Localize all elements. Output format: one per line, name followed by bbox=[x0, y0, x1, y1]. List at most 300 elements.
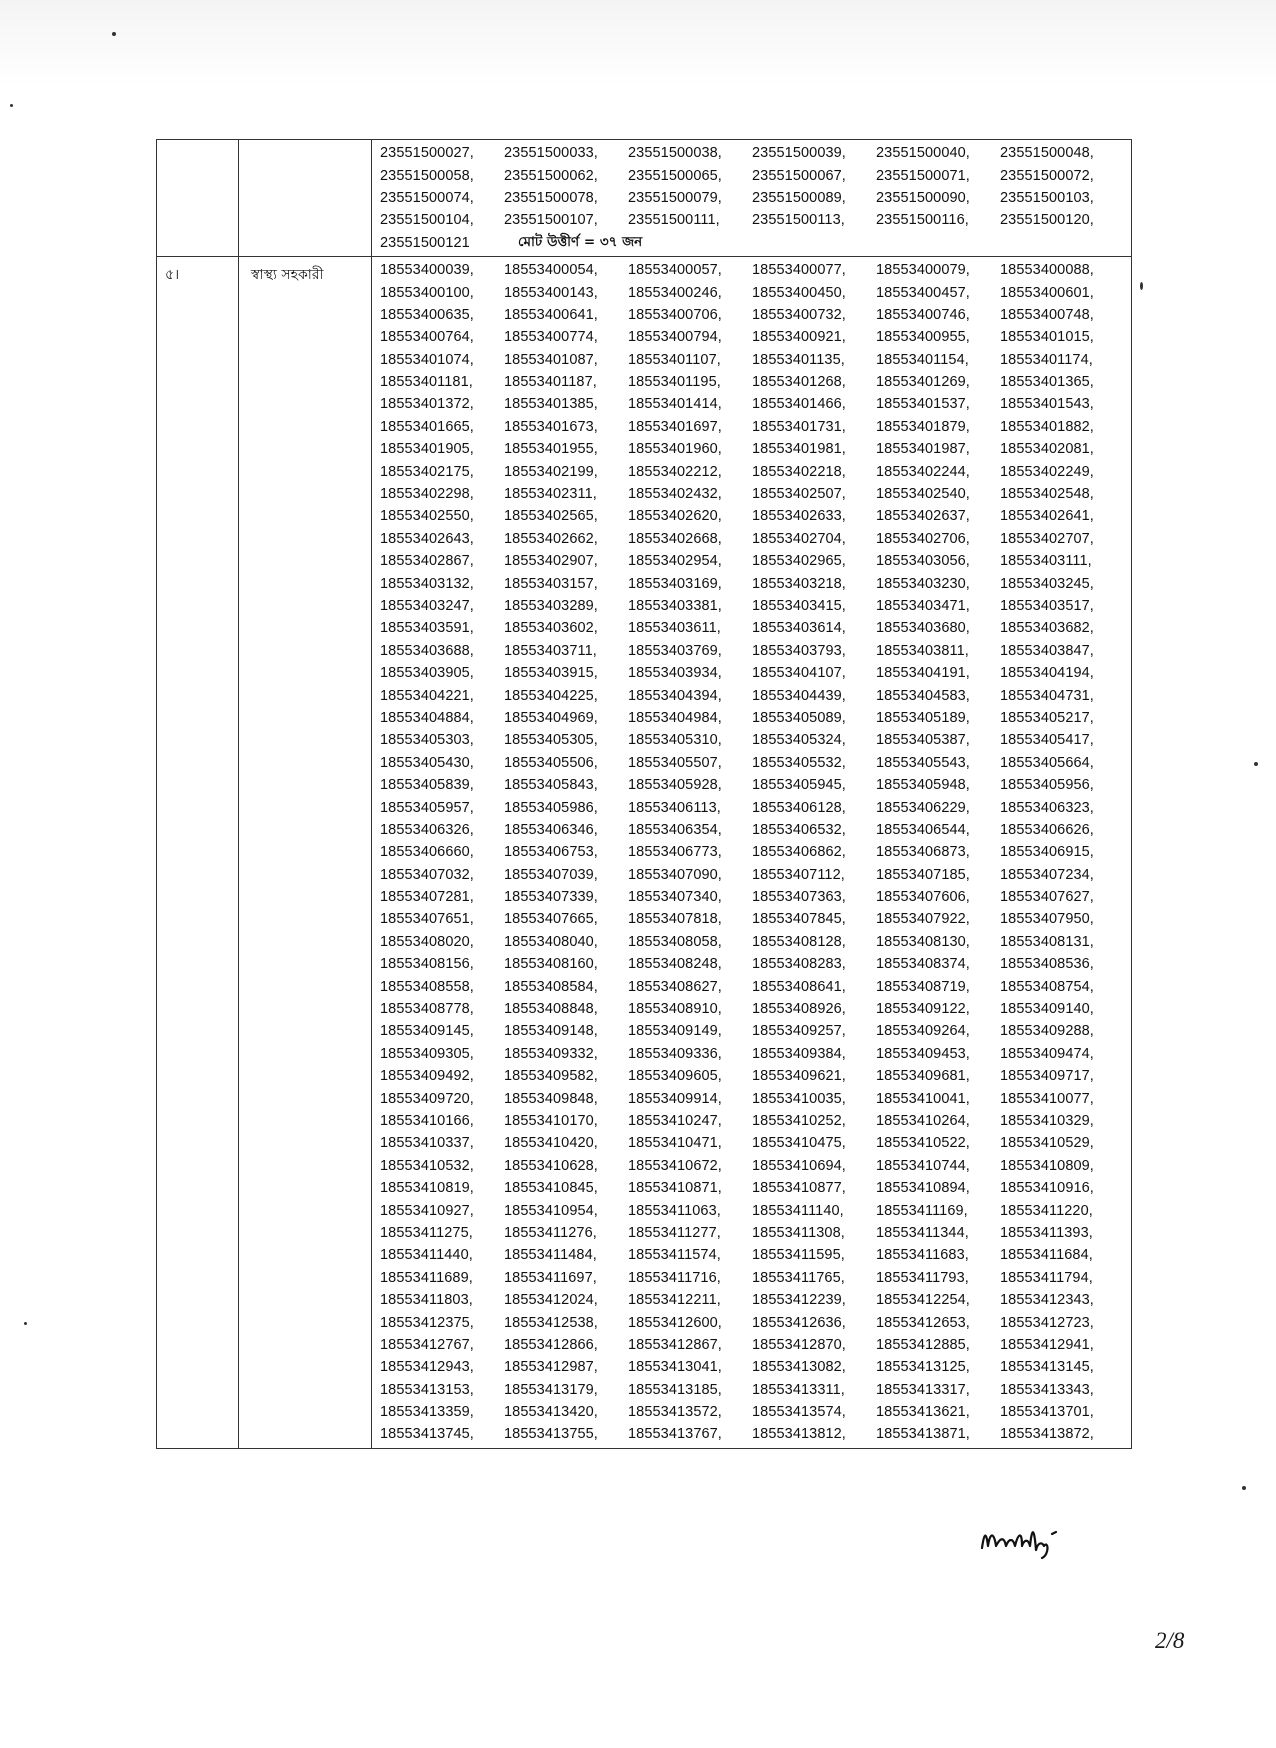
roll-number: 18553410264, bbox=[876, 1112, 970, 1129]
roll-number: 18553412211, bbox=[628, 1292, 721, 1309]
roll-row bbox=[380, 752, 1131, 774]
roll-number: 18553405839, bbox=[380, 777, 474, 794]
roll-number: 18553405303, bbox=[380, 732, 474, 749]
roll-number: 18553409681, bbox=[876, 1068, 970, 1085]
roll-number: 18553409717, bbox=[1000, 1068, 1094, 1085]
roll-number: 18553402620, bbox=[628, 508, 722, 525]
roll-number: 18553410894, bbox=[876, 1180, 970, 1197]
roll-number: 18553413185, bbox=[628, 1381, 722, 1398]
roll-number: 18553412239, bbox=[752, 1292, 846, 1309]
roll-number: 18553412375, bbox=[380, 1314, 474, 1331]
roll-number: 18553406915, bbox=[1000, 844, 1094, 861]
roll-number: 18553404221, bbox=[380, 687, 474, 704]
roll-row bbox=[380, 931, 1131, 953]
roll-number: 18553408283, bbox=[752, 956, 846, 973]
roll-number: 18553407950, bbox=[1000, 911, 1094, 928]
roll-number: 18553413153, bbox=[380, 1381, 474, 1398]
roll-number: 18553413311, bbox=[752, 1381, 845, 1398]
roll-number: 18553403247, bbox=[380, 598, 474, 614]
roll-number: 18553402311, bbox=[504, 486, 597, 503]
roll-number: 18553402540, bbox=[876, 486, 970, 503]
roll-number: 18553405305, bbox=[504, 732, 598, 749]
roll-number: 18553411794, bbox=[1000, 1269, 1093, 1286]
roll-number: 18553401543, bbox=[1000, 396, 1094, 413]
roll-number: 18553404107, bbox=[752, 665, 846, 682]
roll-number: 18553410420, bbox=[504, 1135, 598, 1152]
roll-number: 23551500033, bbox=[504, 145, 598, 162]
roll-number: 18553403471, bbox=[876, 598, 970, 614]
roll-number: 18553411793, bbox=[876, 1269, 969, 1286]
roll-number: 18553409848, bbox=[504, 1090, 598, 1107]
serial-cell: ৫। bbox=[157, 256, 239, 1448]
roll-number: 18553409720, bbox=[380, 1090, 474, 1107]
roll-row bbox=[380, 1043, 1131, 1065]
roll-number: 18553402867, bbox=[380, 553, 474, 570]
roll-number: 18553411308, bbox=[752, 1224, 845, 1241]
roll-number: 18553403688, bbox=[380, 642, 474, 659]
roll-number: 18553400764, bbox=[380, 329, 474, 346]
roll-number: 18553403905, bbox=[380, 665, 474, 682]
serial-cell bbox=[157, 140, 239, 257]
roll-number: 18553404583, bbox=[876, 687, 970, 704]
roll-number: 18553404194, bbox=[1000, 665, 1094, 682]
roll-number: 18553401414, bbox=[628, 396, 722, 413]
roll-number: 23551500111, bbox=[628, 212, 720, 229]
roll-row bbox=[380, 187, 1131, 209]
roll-number: 18553409384, bbox=[752, 1045, 846, 1062]
roll-number: 18553400601, bbox=[1000, 284, 1094, 301]
roll-number: 18553410471, bbox=[628, 1135, 722, 1152]
roll-number: 18553401905, bbox=[380, 441, 474, 458]
roll-number: 18553400057, bbox=[628, 262, 722, 279]
roll-number: 18553404969, bbox=[504, 709, 598, 726]
roll-row bbox=[380, 975, 1131, 997]
roll-number: 18553401187, bbox=[504, 374, 597, 391]
roll-number: 18553401882, bbox=[1000, 418, 1094, 435]
roll-number: 18553409582, bbox=[504, 1068, 598, 1085]
roll-number: 18553408128, bbox=[752, 933, 846, 950]
roll-number: 18553407340, bbox=[628, 889, 722, 906]
roll-number: 18553408848, bbox=[504, 1001, 598, 1018]
roll-row bbox=[380, 662, 1131, 684]
roll-row bbox=[380, 371, 1131, 393]
total-passed-label: মোট উত্তীর্ণ = ৩৭ জন bbox=[518, 234, 643, 251]
roll-number: 18553411063, bbox=[628, 1202, 721, 1219]
roll-number: 18553411484, bbox=[504, 1247, 597, 1264]
roll-number: 18553405417, bbox=[1000, 732, 1094, 749]
roll-number: 18553407845, bbox=[752, 911, 846, 928]
roll-row bbox=[380, 259, 1131, 281]
roll-number: 18553410672, bbox=[628, 1157, 722, 1174]
roll-number: 18553413317, bbox=[876, 1381, 970, 1398]
roll-number: 18553411393, bbox=[1000, 1224, 1093, 1241]
roll-row bbox=[380, 505, 1131, 527]
roll-number: 18553410877, bbox=[752, 1180, 846, 1197]
roll-number: 18553412024, bbox=[504, 1292, 598, 1309]
roll-grid bbox=[380, 259, 1131, 1446]
post-name-cell bbox=[239, 140, 372, 257]
roll-number: 18553402704, bbox=[752, 530, 846, 547]
roll-number: 23551500074, bbox=[380, 189, 474, 206]
roll-number: 23551500071, bbox=[876, 167, 970, 184]
roll-number: 18553403218, bbox=[752, 575, 846, 592]
roll-number: 18553401879, bbox=[876, 418, 970, 435]
roll-number: 18553401981, bbox=[752, 441, 846, 458]
roll-number: 18553403415, bbox=[752, 598, 846, 614]
roll-number: 18553410035, bbox=[752, 1090, 846, 1107]
roll-number: 23551500072, bbox=[1000, 167, 1094, 184]
roll-number: 23551500120, bbox=[1000, 212, 1094, 229]
roll-number: 18553406532, bbox=[752, 821, 846, 838]
scan-speck bbox=[112, 32, 116, 36]
roll-number: 18553405324, bbox=[752, 732, 846, 749]
roll-number: 18553408778, bbox=[380, 1001, 474, 1018]
roll-number: 18553407665, bbox=[504, 911, 598, 928]
roll-number: 18553407651, bbox=[380, 911, 474, 928]
roll-number: 18553400746, bbox=[876, 306, 970, 323]
roll-number: 18553413572, bbox=[628, 1404, 722, 1421]
roll-number: 18553411689, bbox=[380, 1269, 473, 1286]
roll-number: 18553413767, bbox=[628, 1426, 722, 1443]
roll-number: 18553405956, bbox=[1000, 777, 1094, 794]
roll-number: 18553412870, bbox=[752, 1336, 846, 1353]
roll-number: 18553402298, bbox=[380, 486, 474, 503]
roll-row bbox=[380, 1267, 1131, 1289]
roll-number: 18553403793, bbox=[752, 642, 846, 659]
roll-number: 18553410247, bbox=[628, 1112, 722, 1129]
roll-number: 18553412600, bbox=[628, 1314, 722, 1331]
roll-number: 18553401181, bbox=[380, 374, 473, 391]
roll-number: 18553411684, bbox=[1000, 1247, 1093, 1264]
roll-number: 18553408719, bbox=[876, 978, 970, 995]
roll-number: 18553413041, bbox=[628, 1359, 722, 1376]
roll-number: 23551500058, bbox=[380, 167, 474, 184]
roll-number: 18553410927, bbox=[380, 1202, 474, 1219]
roll-number: 18553401385, bbox=[504, 396, 598, 413]
roll-number: 18553404394, bbox=[628, 687, 722, 704]
roll-row bbox=[380, 393, 1131, 415]
roll-number: 18553405189, bbox=[876, 709, 970, 726]
roll-number: 18553403157, bbox=[504, 575, 598, 592]
roll-number: 18553407606, bbox=[876, 889, 970, 906]
table-row bbox=[157, 140, 1132, 257]
roll-row bbox=[380, 142, 1131, 164]
result-table bbox=[156, 139, 1132, 1449]
roll-number: 23551500104, bbox=[380, 212, 474, 229]
roll-number: 23551500065, bbox=[628, 167, 722, 184]
roll-number: 18553411275, bbox=[380, 1224, 473, 1241]
roll-number: 18553400039, bbox=[380, 262, 474, 279]
roll-number: 18553407818, bbox=[628, 911, 722, 928]
roll-number: 18553411683, bbox=[876, 1247, 969, 1264]
roll-row bbox=[380, 550, 1131, 572]
roll-row bbox=[380, 1289, 1131, 1311]
scan-speck bbox=[24, 1322, 27, 1325]
roll-number: 18553401987, bbox=[876, 441, 970, 458]
roll-number: 18553403591, bbox=[380, 620, 474, 637]
roll-row bbox=[380, 1311, 1131, 1333]
roll-number: 18553411697, bbox=[504, 1269, 597, 1286]
roll-number: 18553409492, bbox=[380, 1068, 474, 1085]
roll-number: 18553411595, bbox=[752, 1247, 845, 1264]
roll-number: 18553412343, bbox=[1000, 1292, 1094, 1309]
roll-number: 18553407922, bbox=[876, 911, 970, 928]
roll-number: 18553413872, bbox=[1000, 1426, 1094, 1443]
roll-number: 18553406346, bbox=[504, 821, 598, 838]
roll-number: 18553410694, bbox=[752, 1157, 846, 1174]
roll-row bbox=[380, 729, 1131, 751]
roll-row bbox=[380, 326, 1131, 348]
roll-number: 18553411344, bbox=[876, 1224, 969, 1241]
roll-row bbox=[380, 416, 1131, 438]
roll-number: 18553403711, bbox=[504, 642, 597, 659]
roll-number: 18553412254, bbox=[876, 1292, 970, 1309]
roll-number: 18553401955, bbox=[504, 441, 598, 458]
roll-number: 18553410529, bbox=[1000, 1135, 1094, 1152]
roll-row bbox=[380, 1334, 1131, 1356]
roll-number: 18553403245, bbox=[1000, 575, 1094, 592]
roll-number: 18553409148, bbox=[504, 1023, 598, 1040]
roll-number: 18553403915, bbox=[504, 665, 598, 682]
roll-number: 18553409621, bbox=[752, 1068, 846, 1085]
roll-number: 18553402175, bbox=[380, 463, 474, 480]
roll-number: 18553413343, bbox=[1000, 1381, 1094, 1398]
roll-number: 18553410819, bbox=[380, 1180, 474, 1197]
signature bbox=[978, 1520, 1098, 1560]
roll-number: 18553406544, bbox=[876, 821, 970, 838]
roll-number: 18553402565, bbox=[504, 508, 598, 525]
roll-number: 18553413145, bbox=[1000, 1359, 1094, 1376]
roll-row bbox=[380, 209, 1131, 231]
roll-number: 18553400457, bbox=[876, 284, 970, 301]
roll-number: 18553412866, bbox=[504, 1336, 598, 1353]
roll-number: 23551500078, bbox=[504, 189, 598, 206]
roll-number: 18553407090, bbox=[628, 866, 722, 883]
roll-number: 18553401195, bbox=[628, 374, 721, 391]
roll-number: 18553412987, bbox=[504, 1359, 598, 1376]
roll-number: 18553413812, bbox=[752, 1426, 846, 1443]
roll-row bbox=[380, 707, 1131, 729]
roll-number: 18553405217, bbox=[1000, 709, 1094, 726]
roll-number: 18553403811, bbox=[876, 642, 969, 659]
roll-row bbox=[380, 1356, 1131, 1378]
roll-number: 18553403230, bbox=[876, 575, 970, 592]
roll-number: 18553409257, bbox=[752, 1023, 846, 1040]
roll-number: 18553409264, bbox=[876, 1023, 970, 1040]
roll-number: 18553408374, bbox=[876, 956, 970, 973]
roll-number: 18553400748, bbox=[1000, 306, 1094, 323]
roll-row bbox=[380, 349, 1131, 371]
roll-number: 18553403614, bbox=[752, 620, 846, 637]
roll-number: 18553402707, bbox=[1000, 530, 1094, 547]
roll-number: 18553412885, bbox=[876, 1336, 970, 1353]
roll-number: 18553402218, bbox=[752, 463, 846, 480]
roll-number: 23551500116, bbox=[876, 212, 969, 229]
roll-number: 18553407039, bbox=[504, 866, 598, 883]
roll-number: 18553413755, bbox=[504, 1426, 598, 1443]
roll-number: 18553413359, bbox=[380, 1404, 474, 1421]
roll-number: 18553402548, bbox=[1000, 486, 1094, 503]
roll-number: 18553412636, bbox=[752, 1314, 846, 1331]
roll-number: 18553407363, bbox=[752, 889, 846, 906]
roll-row bbox=[380, 572, 1131, 594]
roll-row bbox=[380, 232, 1131, 254]
roll-number: 18553402643, bbox=[380, 530, 474, 547]
roll-number: 18553413701, bbox=[1000, 1404, 1094, 1421]
roll-number: 18553412767, bbox=[380, 1336, 474, 1353]
roll-number: 18553408130, bbox=[876, 933, 970, 950]
roll-number: 23551500027, bbox=[380, 145, 474, 162]
roll-number: 18553410871, bbox=[628, 1180, 722, 1197]
roll-number: 18553413745, bbox=[380, 1426, 474, 1443]
roll-row bbox=[380, 438, 1131, 460]
scan-speck bbox=[1254, 762, 1258, 766]
roll-number: 18553413621, bbox=[876, 1404, 970, 1421]
roll-number: 18553402637, bbox=[876, 508, 970, 525]
roll-number: 18553401087, bbox=[504, 351, 598, 368]
roll-number: 18553401269, bbox=[876, 374, 970, 391]
roll-number: 18553410845, bbox=[504, 1180, 598, 1197]
roll-number: 18553410041, bbox=[876, 1090, 970, 1107]
roll-row bbox=[380, 1020, 1131, 1042]
roll-number: 18553412867, bbox=[628, 1336, 722, 1353]
roll-number: 18553406323, bbox=[1000, 799, 1094, 816]
roll-number: 23551500062, bbox=[504, 167, 598, 184]
roll-number: 18553402244, bbox=[876, 463, 970, 480]
roll-number: 18553408156, bbox=[380, 956, 474, 973]
roll-number: 18553405310, bbox=[628, 732, 722, 749]
roll-row bbox=[380, 483, 1131, 505]
roll-row bbox=[380, 304, 1131, 326]
roll-number: 18553401365, bbox=[1000, 374, 1094, 391]
roll-number: 18553406660, bbox=[380, 844, 474, 861]
roll-number: 18553400079, bbox=[876, 262, 970, 279]
roll-row bbox=[380, 886, 1131, 908]
roll-number: 23551500039, bbox=[752, 145, 846, 162]
roll-number: 18553411277, bbox=[628, 1224, 721, 1241]
roll-number: 23551500048, bbox=[1000, 145, 1094, 162]
roll-number: 18553409474, bbox=[1000, 1045, 1094, 1062]
roll-number: 18553410522, bbox=[876, 1135, 970, 1152]
roll-number: 18553401135, bbox=[752, 351, 845, 368]
roll-number: 18553410628, bbox=[504, 1157, 598, 1174]
roll-row bbox=[380, 841, 1131, 863]
roll-number: 18553402199, bbox=[504, 463, 598, 480]
roll-row bbox=[380, 617, 1131, 639]
roll-number: 18553401015, bbox=[1000, 329, 1094, 346]
roll-number: 18553402965, bbox=[752, 553, 846, 570]
roll-row bbox=[380, 1199, 1131, 1221]
roll-number: 18553413574, bbox=[752, 1404, 846, 1421]
roll-row bbox=[380, 281, 1131, 303]
roll-number: 18553403517, bbox=[1000, 598, 1094, 614]
roll-number: 18553405543, bbox=[876, 754, 970, 771]
roll-row bbox=[380, 819, 1131, 841]
roll-number: 18553403132, bbox=[380, 575, 474, 592]
roll-number: 18553412943, bbox=[380, 1359, 474, 1376]
roll-number: 18553408627, bbox=[628, 978, 722, 995]
roll-number: 18553400706, bbox=[628, 306, 722, 323]
roll-number: 18553402662, bbox=[504, 530, 598, 547]
roll-number: 18553405986, bbox=[504, 799, 598, 816]
roll-number: 18553408536, bbox=[1000, 956, 1094, 973]
roll-row bbox=[380, 640, 1131, 662]
roll-number: 18553400921, bbox=[752, 329, 846, 346]
roll-number: 18553409336, bbox=[628, 1045, 722, 1062]
roll-row bbox=[380, 528, 1131, 550]
roll-number: 18553409149, bbox=[628, 1023, 722, 1040]
roll-number: 18553406354, bbox=[628, 821, 722, 838]
roll-number: 18553400732, bbox=[752, 306, 846, 323]
roll-number: 18553409605, bbox=[628, 1068, 722, 1085]
roll-number: 18553410329, bbox=[1000, 1112, 1094, 1129]
roll-number: 18553409305, bbox=[380, 1045, 474, 1062]
roll-number: 18553410532, bbox=[380, 1157, 474, 1174]
roll-number: 18553400955, bbox=[876, 329, 970, 346]
post-name-cell: স্বাস্থ্য সহকারী bbox=[239, 256, 372, 1448]
roll-row bbox=[380, 1177, 1131, 1199]
roll-number: 18553401154, bbox=[876, 351, 969, 368]
roll-number: 18553400450, bbox=[752, 284, 846, 301]
roll-number: 18553402081, bbox=[1000, 441, 1094, 458]
roll-number: 18553412723, bbox=[1000, 1314, 1094, 1331]
roll-number: 18553413179, bbox=[504, 1381, 598, 1398]
roll-number: 23551500107, bbox=[504, 212, 598, 229]
roll-row bbox=[380, 1244, 1131, 1266]
roll-number: 18553402641, bbox=[1000, 508, 1094, 525]
roll-number: 18553403769, bbox=[628, 642, 722, 659]
roll-number: 18553400088, bbox=[1000, 262, 1094, 279]
roll-row bbox=[380, 1065, 1131, 1087]
roll-number: 18553406753, bbox=[504, 844, 598, 861]
roll-row bbox=[380, 684, 1131, 706]
roll-list-cell bbox=[372, 140, 1132, 257]
roll-number: 18553413082, bbox=[752, 1359, 846, 1376]
roll-number: 18553400054, bbox=[504, 262, 598, 279]
roll-number: 23551500040, bbox=[876, 145, 970, 162]
roll-number: 18553411803, bbox=[380, 1292, 473, 1309]
roll-number: 18553408584, bbox=[504, 978, 598, 995]
roll-number: 18553407185, bbox=[876, 866, 970, 883]
roll-number: 18553401673, bbox=[504, 418, 598, 435]
roll-number: 18553410252, bbox=[752, 1112, 846, 1129]
roll-number: 18553400641, bbox=[504, 306, 598, 323]
page-number: 2/8 bbox=[1155, 1628, 1185, 1653]
roll-row bbox=[380, 1401, 1131, 1423]
roll-number: 18553409914, bbox=[628, 1090, 722, 1107]
roll-number: 18553405507, bbox=[628, 754, 722, 771]
roll-number: 18553402432, bbox=[628, 486, 722, 503]
roll-number: 18553411140, bbox=[752, 1202, 844, 1219]
roll-row bbox=[380, 1378, 1131, 1400]
roll-grid bbox=[380, 142, 1131, 254]
roll-number: 18553403680, bbox=[876, 620, 970, 637]
roll-number: 18553403381, bbox=[628, 598, 722, 614]
roll-number: 18553405089, bbox=[752, 709, 846, 726]
roll-number: 18553407281, bbox=[380, 889, 474, 906]
roll-number: 18553403611, bbox=[628, 620, 721, 637]
roll-number: 18553401268, bbox=[752, 374, 846, 391]
roll-number: 18553407112, bbox=[752, 866, 845, 883]
roll-number: 18553405430, bbox=[380, 754, 474, 771]
scan-speck bbox=[1140, 282, 1143, 290]
roll-number: 18553406773, bbox=[628, 844, 722, 861]
roll-number: 18553404984, bbox=[628, 709, 722, 726]
roll-number: 18553410337, bbox=[380, 1135, 474, 1152]
roll-number: 18553405928, bbox=[628, 777, 722, 794]
roll-number: 18553413125, bbox=[876, 1359, 970, 1376]
roll-number: 18553407339, bbox=[504, 889, 598, 906]
